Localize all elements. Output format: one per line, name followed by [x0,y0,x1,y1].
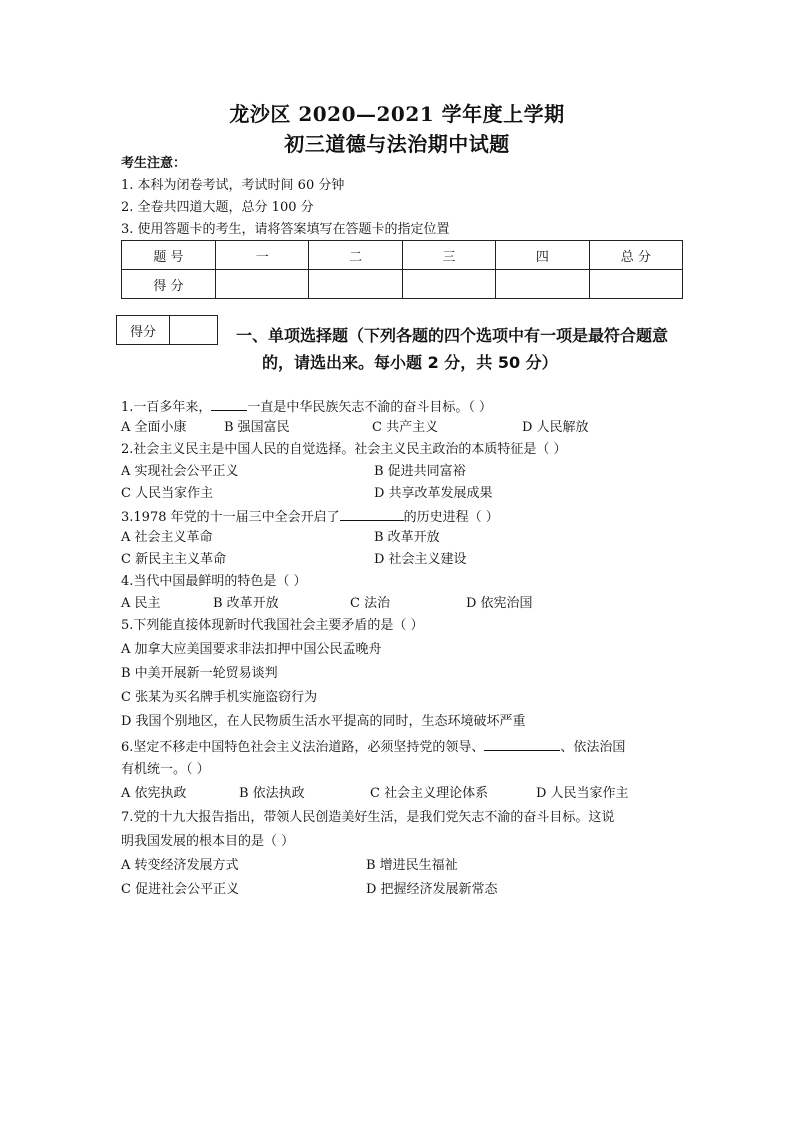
option: C 张某为买名牌手机实施盗窃行为 [121,690,318,705]
score-table-header-row [122,241,683,270]
question-7: 7.党的十九大报告指出，带领人民创造美好生活，是我们党矢志不渝的奋斗目标。这说 [121,810,615,825]
score-row-label: 得 分 [122,270,216,299]
question-1 [121,397,492,417]
question-6-post: 、依法治国 [560,740,626,755]
option: A 加拿大应美国要求非法扣押中国公民孟晚舟 [121,642,382,657]
option: D 共享改革发展成果 [374,486,493,501]
option: B 促进共同富裕 [374,464,466,479]
option: D 我国个别地区，在人民物质生活水平提高的同时，生态环境破坏严重 [121,714,526,729]
score-cell[interactable] [309,270,402,299]
score-cell[interactable] [496,270,589,299]
score-table-header-cell: 四 [496,241,589,270]
option: A 全面小康 [121,420,187,435]
section1-heading: 一、单项选择题（下列各题的四个选项中有一项是最符合题意 [236,326,669,345]
score-table-header-cell: 三 [402,241,495,270]
question-6 [121,737,625,757]
option: B 依法执政 [239,786,305,801]
exam-title-line2: 初三道德与法治期中试题 [284,132,510,156]
section1-heading-cont: 的，请选出来。每小题 2 分，共 50 分） [262,353,558,372]
answer-blank [484,737,560,751]
notice-item: 1. 本科为闭卷考试，考试时间 60 分钟 [121,178,345,193]
section1-score-box [116,315,218,345]
score-table-header-cell: 总 分 [589,241,682,270]
score-table [121,240,683,299]
option: B 强国富民 [224,420,290,435]
question-4: 4.当代中国最鲜明的特色是（ ） [121,574,307,589]
option: D 社会主义建设 [374,552,467,567]
option: C 新民主主义革命 [121,552,227,567]
section1-score-blank[interactable] [170,316,217,344]
option: A 依宪执政 [121,786,187,801]
question-1-post: 一直是中华民族矢志不渝的奋斗目标。（ ） [247,400,493,415]
option: A 实现社会公平正义 [121,464,239,479]
score-table-header-cell: 一 [216,241,309,270]
notice-item: 3. 使用答题卡的考生，请将答案填写在答题卡的指定位置 [121,222,450,237]
option: C 社会主义理论体系 [370,786,489,801]
question-5: 5.下列能直接体现新时代我国社会主要矛盾的是（ ） [121,618,424,633]
option: B 改革开放 [213,596,279,611]
score-cell[interactable] [402,270,495,299]
score-table-header-cell: 题 号 [122,241,216,270]
option: C 促进社会公平正义 [121,882,240,897]
question-3-pre: 3.1978 年党的十一届三中全会开启了 [121,510,340,525]
question-1-pre: 1.一百多年来， [121,400,212,415]
option: C 共产主义 [372,420,439,435]
section1-score-label: 得分 [117,316,170,344]
score-cell[interactable] [589,270,682,299]
option: D 依宪治国 [466,596,533,611]
answer-blank [211,397,247,411]
score-table-score-row [122,270,683,299]
option: B 增进民生福祉 [366,858,458,873]
notice-item: 2. 全卷共四道大题，总分 100 分 [121,200,314,215]
option: D 把握经济发展新常态 [366,882,498,897]
question-6-cont: 有机统一。（ ） [121,762,210,777]
option: A 民主 [121,596,161,611]
option: B 中美开展新一轮贸易谈判 [121,666,278,681]
option: B 改革开放 [374,530,440,545]
question-6-pre: 6.坚定不移走中国特色社会主义法治道路，必须坚持党的领导、 [121,740,485,755]
score-table-header-cell: 二 [309,241,402,270]
question-7-cont: 明我国发展的根本目的是（ ） [121,834,295,849]
option: D 人民解放 [522,420,589,435]
option: D 人民当家作主 [536,786,629,801]
exam-title-line1: 龙沙区 2020—2021 学年度上学期 [229,102,565,126]
score-cell[interactable] [216,270,309,299]
question-3-post: 的历史进程（ ） [403,510,499,525]
question-2: 2.社会主义民主是中国人民的自觉选择。社会主义民主政治的本质特征是（ ） [121,442,567,457]
answer-blank [340,507,404,521]
option: A 社会主义革命 [121,530,213,545]
option: C 法治 [350,596,391,611]
notice-heading: 考生注意： [121,156,187,171]
option: A 转变经济发展方式 [121,858,239,873]
option: C 人民当家作主 [121,486,214,501]
question-3 [121,507,499,527]
